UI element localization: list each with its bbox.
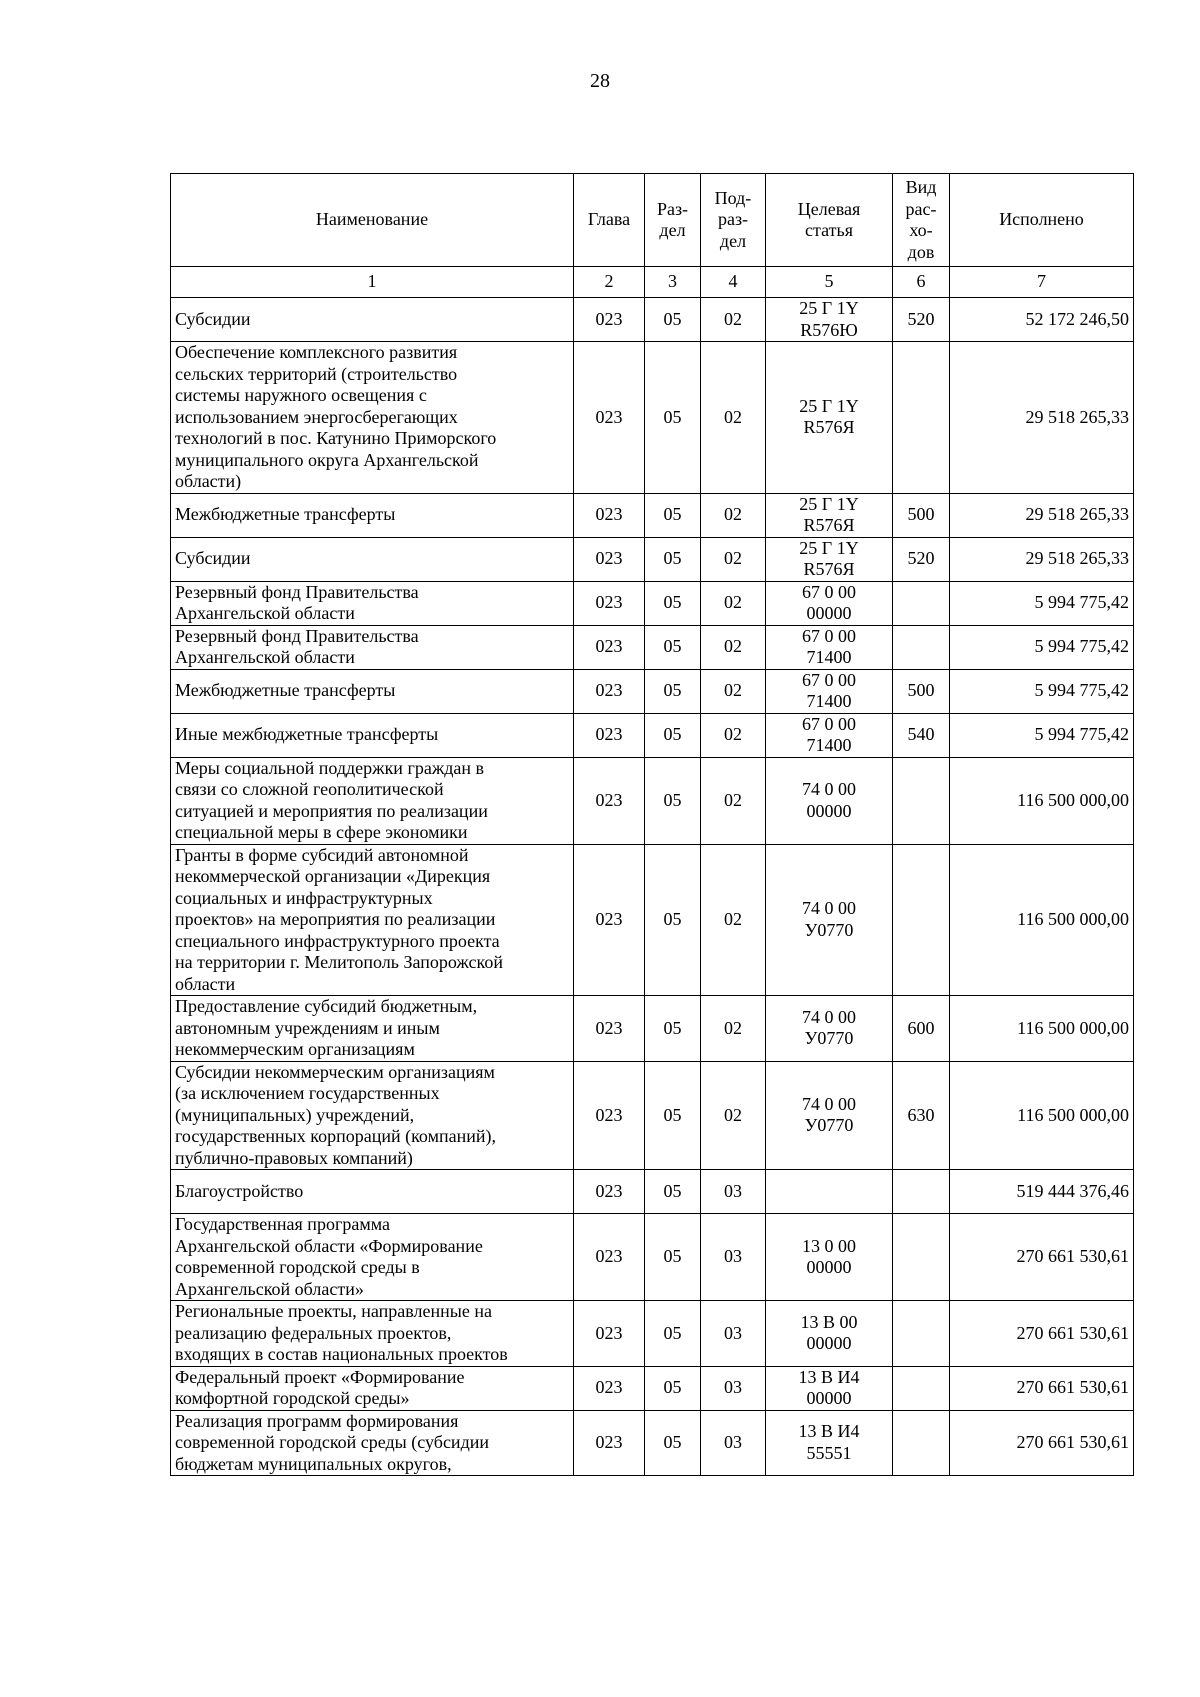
row-expense-type xyxy=(893,581,950,625)
table-row xyxy=(171,844,1134,996)
row-name: Иные межбюджетные трансферты xyxy=(171,713,574,757)
table-row xyxy=(171,1366,1134,1410)
column-number-row xyxy=(171,267,1134,298)
column-number: 4 xyxy=(701,267,766,298)
row-section: 05 xyxy=(645,625,701,669)
row-name: Государственная программа Архангельской области «Формирование современной городской среды в Архангельской области» xyxy=(171,1214,574,1301)
column-number: 1 xyxy=(171,267,574,298)
row-target-item: 25 Г 1Y R576Я xyxy=(766,537,893,581)
row-chapter: 023 xyxy=(574,1061,645,1170)
row-section: 05 xyxy=(645,493,701,537)
row-subsection: 02 xyxy=(701,996,766,1062)
row-section: 05 xyxy=(645,669,701,713)
table-row xyxy=(171,713,1134,757)
row-executed-amount: 5 994 775,42 xyxy=(950,713,1134,757)
row-subsection: 02 xyxy=(701,1061,766,1170)
row-expense-type xyxy=(893,1301,950,1367)
row-executed-amount: 270 661 530,61 xyxy=(950,1366,1134,1410)
row-target-item: 13 0 00 00000 xyxy=(766,1214,893,1301)
row-expense-type xyxy=(893,1410,950,1476)
column-number: 5 xyxy=(766,267,893,298)
row-chapter: 023 xyxy=(574,757,645,844)
table-row xyxy=(171,996,1134,1062)
header-section: Раз- дел xyxy=(645,174,701,267)
row-section: 05 xyxy=(645,581,701,625)
row-name: Межбюджетные трансферты xyxy=(171,669,574,713)
row-chapter: 023 xyxy=(574,493,645,537)
row-executed-amount: 116 500 000,00 xyxy=(950,757,1134,844)
row-subsection: 03 xyxy=(701,1214,766,1301)
row-chapter: 023 xyxy=(574,996,645,1062)
row-executed-amount: 5 994 775,42 xyxy=(950,625,1134,669)
row-subsection: 03 xyxy=(701,1170,766,1214)
row-expense-type: 600 xyxy=(893,996,950,1062)
row-executed-amount: 29 518 265,33 xyxy=(950,493,1134,537)
table-body xyxy=(171,298,1134,1476)
row-section: 05 xyxy=(645,1214,701,1301)
row-executed-amount: 116 500 000,00 xyxy=(950,1061,1134,1170)
row-name: Субсидии xyxy=(171,298,574,342)
row-name: Реализация программ формирования современной городской среды (субсидии бюджетам муниципальных округов, xyxy=(171,1410,574,1476)
row-expense-type: 630 xyxy=(893,1061,950,1170)
header-target-item: Целевая статья xyxy=(766,174,893,267)
row-name: Предоставление субсидий бюджетным, автономным учреждениям и иным некоммерческим организациям xyxy=(171,996,574,1062)
row-section: 05 xyxy=(645,342,701,494)
row-expense-type xyxy=(893,1214,950,1301)
row-expense-type xyxy=(893,342,950,494)
table-row xyxy=(171,669,1134,713)
table-row xyxy=(171,581,1134,625)
row-executed-amount: 270 661 530,61 xyxy=(950,1410,1134,1476)
row-name: Резервный фонд Правительства Архангельской области xyxy=(171,625,574,669)
row-executed-amount: 5 994 775,42 xyxy=(950,669,1134,713)
row-section: 05 xyxy=(645,844,701,996)
row-subsection: 02 xyxy=(701,581,766,625)
row-name: Федеральный проект «Формирование комфортной городской среды» xyxy=(171,1366,574,1410)
row-section: 05 xyxy=(645,757,701,844)
row-subsection: 02 xyxy=(701,298,766,342)
row-name: Гранты в форме субсидий автономной некоммерческой организации «Дирекция социальных и инфраструктурных проектов» на мероприятия по реализации специального инфраструктурного проекта на территории г. Мелитополь Запорожской области xyxy=(171,844,574,996)
row-target-item: 67 0 00 71400 xyxy=(766,625,893,669)
table-row xyxy=(171,493,1134,537)
row-executed-amount: 270 661 530,61 xyxy=(950,1301,1134,1367)
row-name: Субсидии xyxy=(171,537,574,581)
column-number: 7 xyxy=(950,267,1134,298)
row-section: 05 xyxy=(645,537,701,581)
row-target-item: 67 0 00 71400 xyxy=(766,713,893,757)
row-section: 05 xyxy=(645,713,701,757)
row-target-item: 25 Г 1Y R576Ю xyxy=(766,298,893,342)
row-executed-amount: 29 518 265,33 xyxy=(950,537,1134,581)
row-executed-amount: 52 172 246,50 xyxy=(950,298,1134,342)
table-row xyxy=(171,625,1134,669)
row-target-item: 74 0 00 00000 xyxy=(766,757,893,844)
row-target-item: 74 0 00 У0770 xyxy=(766,1061,893,1170)
row-expense-type xyxy=(893,625,950,669)
row-subsection: 03 xyxy=(701,1301,766,1367)
column-number: 6 xyxy=(893,267,950,298)
row-target-item: 67 0 00 00000 xyxy=(766,581,893,625)
table-row xyxy=(171,1214,1134,1301)
table-row xyxy=(171,1410,1134,1476)
row-subsection: 03 xyxy=(701,1366,766,1410)
row-section: 05 xyxy=(645,1366,701,1410)
row-chapter: 023 xyxy=(574,625,645,669)
row-name: Межбюджетные трансферты xyxy=(171,493,574,537)
row-subsection: 02 xyxy=(701,713,766,757)
header-subsection: Под- раз- дел xyxy=(701,174,766,267)
header-executed: Исполнено xyxy=(950,174,1134,267)
row-section: 05 xyxy=(645,1170,701,1214)
row-section: 05 xyxy=(645,1410,701,1476)
row-chapter: 023 xyxy=(574,669,645,713)
row-chapter: 023 xyxy=(574,713,645,757)
row-subsection: 02 xyxy=(701,537,766,581)
row-name: Региональные проекты, направленные на реализацию федеральных проектов, входящих в состав национальных проектов xyxy=(171,1301,574,1367)
row-chapter: 023 xyxy=(574,298,645,342)
header-name: Наименование xyxy=(171,174,574,267)
row-executed-amount: 116 500 000,00 xyxy=(950,996,1134,1062)
column-number: 3 xyxy=(645,267,701,298)
row-target-item: 13 В 00 00000 xyxy=(766,1301,893,1367)
row-chapter: 023 xyxy=(574,342,645,494)
row-name: Обеспечение комплексного развития сельских территорий (строительство системы наружного освещения с использованием энергосберегающих технологий в пос. Катунино Приморского муниципального округа Архангельской области) xyxy=(171,342,574,494)
row-target-item xyxy=(766,1170,893,1214)
table-row xyxy=(171,537,1134,581)
row-target-item: 25 Г 1Y R576Я xyxy=(766,493,893,537)
row-expense-type xyxy=(893,757,950,844)
row-executed-amount: 519 444 376,46 xyxy=(950,1170,1134,1214)
header-row xyxy=(171,174,1134,267)
table-row xyxy=(171,342,1134,494)
row-chapter: 023 xyxy=(574,844,645,996)
header-chapter: Глава xyxy=(574,174,645,267)
row-subsection: 02 xyxy=(701,757,766,844)
row-target-item: 13 В И4 00000 xyxy=(766,1366,893,1410)
row-subsection: 02 xyxy=(701,625,766,669)
row-name: Субсидии некоммерческим организациям (за исключением государственных (муниципальных) учреждений, государственных корпораций (компаний), публично-правовых компаний) xyxy=(171,1061,574,1170)
row-chapter: 023 xyxy=(574,537,645,581)
row-target-item: 74 0 00 У0770 xyxy=(766,844,893,996)
row-chapter: 023 xyxy=(574,581,645,625)
row-executed-amount: 5 994 775,42 xyxy=(950,581,1134,625)
row-section: 05 xyxy=(645,1301,701,1367)
table-row xyxy=(171,1061,1134,1170)
row-subsection: 02 xyxy=(701,342,766,494)
row-executed-amount: 116 500 000,00 xyxy=(950,844,1134,996)
table-row xyxy=(171,757,1134,844)
row-expense-type xyxy=(893,844,950,996)
row-chapter: 023 xyxy=(574,1366,645,1410)
row-subsection: 02 xyxy=(701,844,766,996)
budget-execution-table xyxy=(170,173,1134,1476)
row-chapter: 023 xyxy=(574,1301,645,1367)
row-target-item: 25 Г 1Y R576Я xyxy=(766,342,893,494)
row-subsection: 02 xyxy=(701,669,766,713)
row-target-item: 74 0 00 У0770 xyxy=(766,996,893,1062)
row-executed-amount: 29 518 265,33 xyxy=(950,342,1134,494)
row-subsection: 03 xyxy=(701,1410,766,1476)
table-row xyxy=(171,1301,1134,1367)
row-expense-type xyxy=(893,1170,950,1214)
table-row xyxy=(171,298,1134,342)
row-executed-amount: 270 661 530,61 xyxy=(950,1214,1134,1301)
row-target-item: 67 0 00 71400 xyxy=(766,669,893,713)
row-section: 05 xyxy=(645,298,701,342)
row-name: Благоустройство xyxy=(171,1170,574,1214)
row-expense-type xyxy=(893,1366,950,1410)
row-expense-type: 520 xyxy=(893,537,950,581)
header-expense-type: Вид рас- хо- дов xyxy=(893,174,950,267)
row-chapter: 023 xyxy=(574,1214,645,1301)
row-expense-type: 500 xyxy=(893,669,950,713)
row-name: Меры социальной поддержки граждан в связи со сложной геополитической ситуацией и мероприятия по реализации специальной меры в сфере экономики xyxy=(171,757,574,844)
row-section: 05 xyxy=(645,996,701,1062)
row-subsection: 02 xyxy=(701,493,766,537)
column-number: 2 xyxy=(574,267,645,298)
row-target-item: 13 В И4 55551 xyxy=(766,1410,893,1476)
row-chapter: 023 xyxy=(574,1170,645,1214)
row-expense-type: 520 xyxy=(893,298,950,342)
page-number: 28 xyxy=(590,70,610,92)
row-section: 05 xyxy=(645,1061,701,1170)
row-expense-type: 500 xyxy=(893,493,950,537)
table-row xyxy=(171,1170,1134,1214)
row-expense-type: 540 xyxy=(893,713,950,757)
row-chapter: 023 xyxy=(574,1410,645,1476)
row-name: Резервный фонд Правительства Архангельской области xyxy=(171,581,574,625)
